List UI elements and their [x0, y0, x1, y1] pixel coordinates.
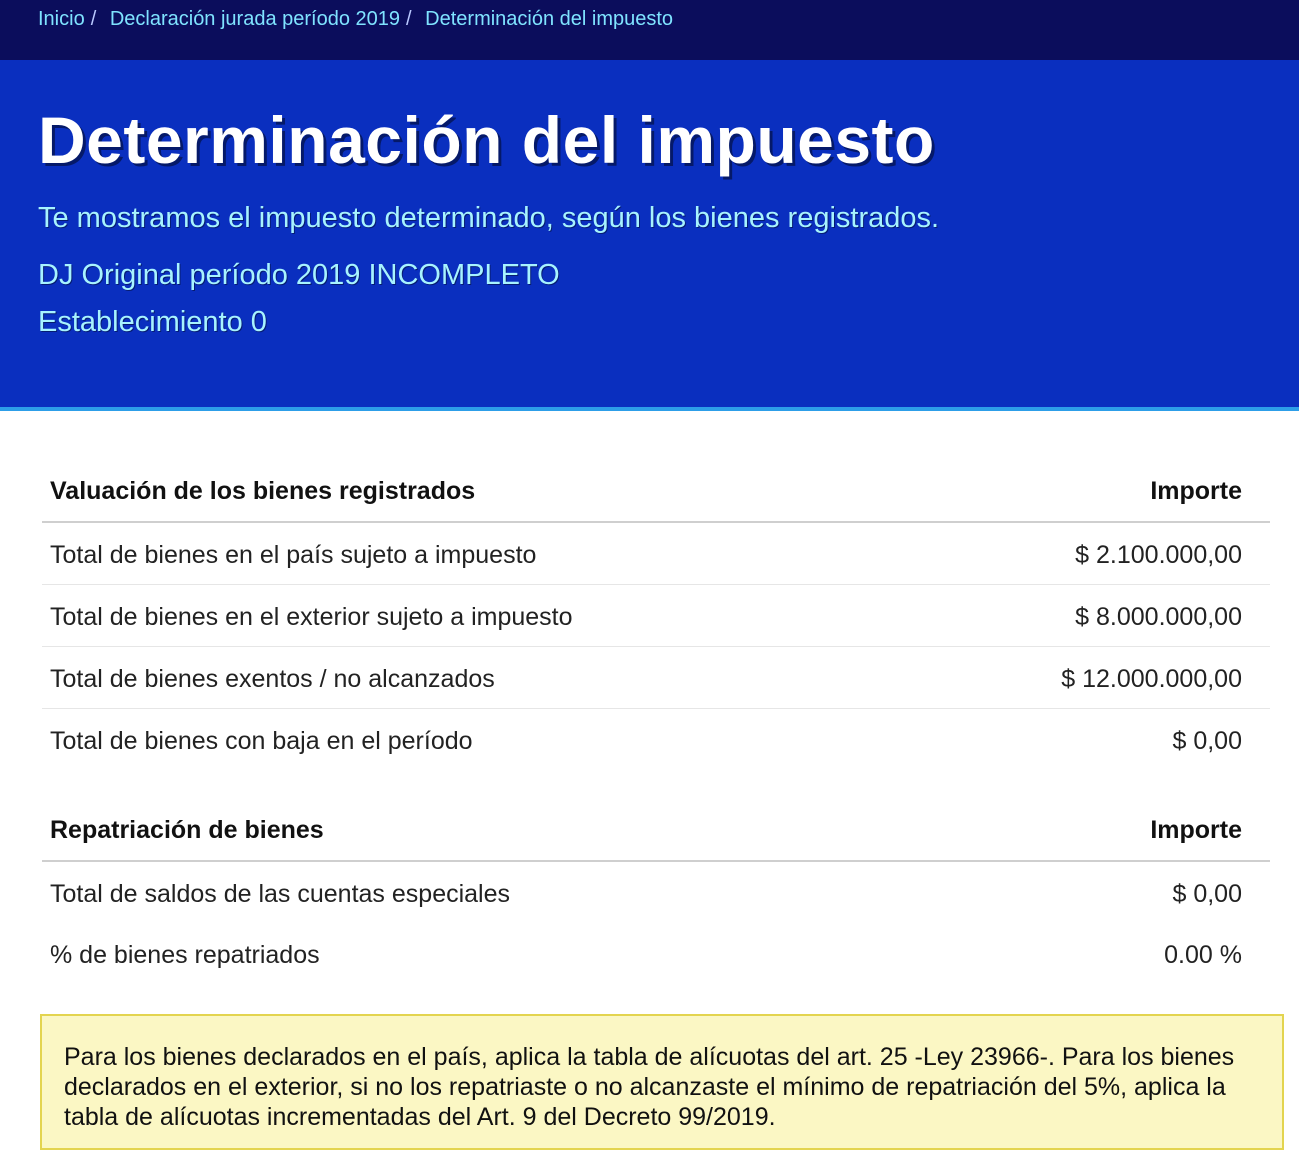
breadcrumb-separator: / — [90, 8, 97, 30]
table-row — [42, 709, 1270, 770]
breadcrumb-link-declaracion[interactable]: Declaración jurada período 2019 — [109, 8, 401, 30]
row-label: Total de bienes exentos / no alcanzados — [50, 665, 495, 693]
row-label: Total de bienes con baja en el período — [50, 727, 473, 755]
repatriation-table — [42, 798, 1270, 984]
dj-status: DJ Original período 2019 INCOMPLETO — [38, 259, 560, 291]
table-row — [42, 647, 1270, 709]
breadcrumb-link-current[interactable]: Determinación del impuesto — [425, 8, 674, 30]
table-row — [42, 923, 1270, 984]
breadcrumb-separator: / — [406, 8, 412, 30]
page-subtitle: Te mostramos el impuesto determinado, según los bienes registrados. — [38, 202, 940, 234]
page-title: Determinación del impuesto — [38, 103, 935, 177]
table-header — [42, 798, 1270, 862]
column-header-amount: Importe — [1150, 816, 1242, 844]
tax-rate-notice — [40, 1014, 1284, 1150]
column-header-amount: Importe — [1150, 477, 1242, 505]
row-label: % de bienes repatriados — [50, 941, 320, 969]
row-label: Total de saldos de las cuentas especiales — [50, 880, 511, 908]
notice-text: Para los bienes declarados en el país, aplica la tabla de alícuotas del art. 25 -Ley 23966-. Para los bienes declarados en el exterior, si no los repatriaste o no alcanzaste el mínimo de repatriación del 5%, aplica la tabla de alícuotas incrementadas del Art. 9 del Decreto 99/2019. — [64, 1043, 1235, 1131]
row-label: Total de bienes en el país sujeto a impuesto — [50, 541, 537, 569]
breadcrumb-link-inicio[interactable]: Inicio — [38, 8, 85, 30]
breadcrumb — [38, 8, 673, 31]
table-row — [42, 585, 1270, 647]
table-header — [42, 459, 1270, 523]
valuation-table — [42, 459, 1270, 770]
row-amount: $ 12.000.000,00 — [1061, 665, 1242, 693]
table-row — [42, 523, 1270, 585]
row-amount: $ 2.100.000,00 — [1075, 541, 1242, 569]
table-row — [42, 862, 1270, 923]
top-navigation-bar — [0, 0, 1299, 60]
page-header — [0, 60, 1299, 407]
column-header-concept: Repatriación de bienes — [50, 816, 324, 844]
row-label: Total de bienes en el exterior sujeto a impuesto — [50, 603, 573, 631]
row-amount: 0.00 % — [1164, 941, 1242, 969]
row-amount: $ 0,00 — [1172, 880, 1242, 908]
row-amount: $ 0,00 — [1172, 727, 1242, 755]
column-header-concept: Valuación de los bienes registrados — [50, 477, 476, 505]
header-divider — [0, 407, 1299, 411]
row-amount: $ 8.000.000,00 — [1075, 603, 1242, 631]
establishment-label: Establecimiento 0 — [38, 306, 267, 338]
